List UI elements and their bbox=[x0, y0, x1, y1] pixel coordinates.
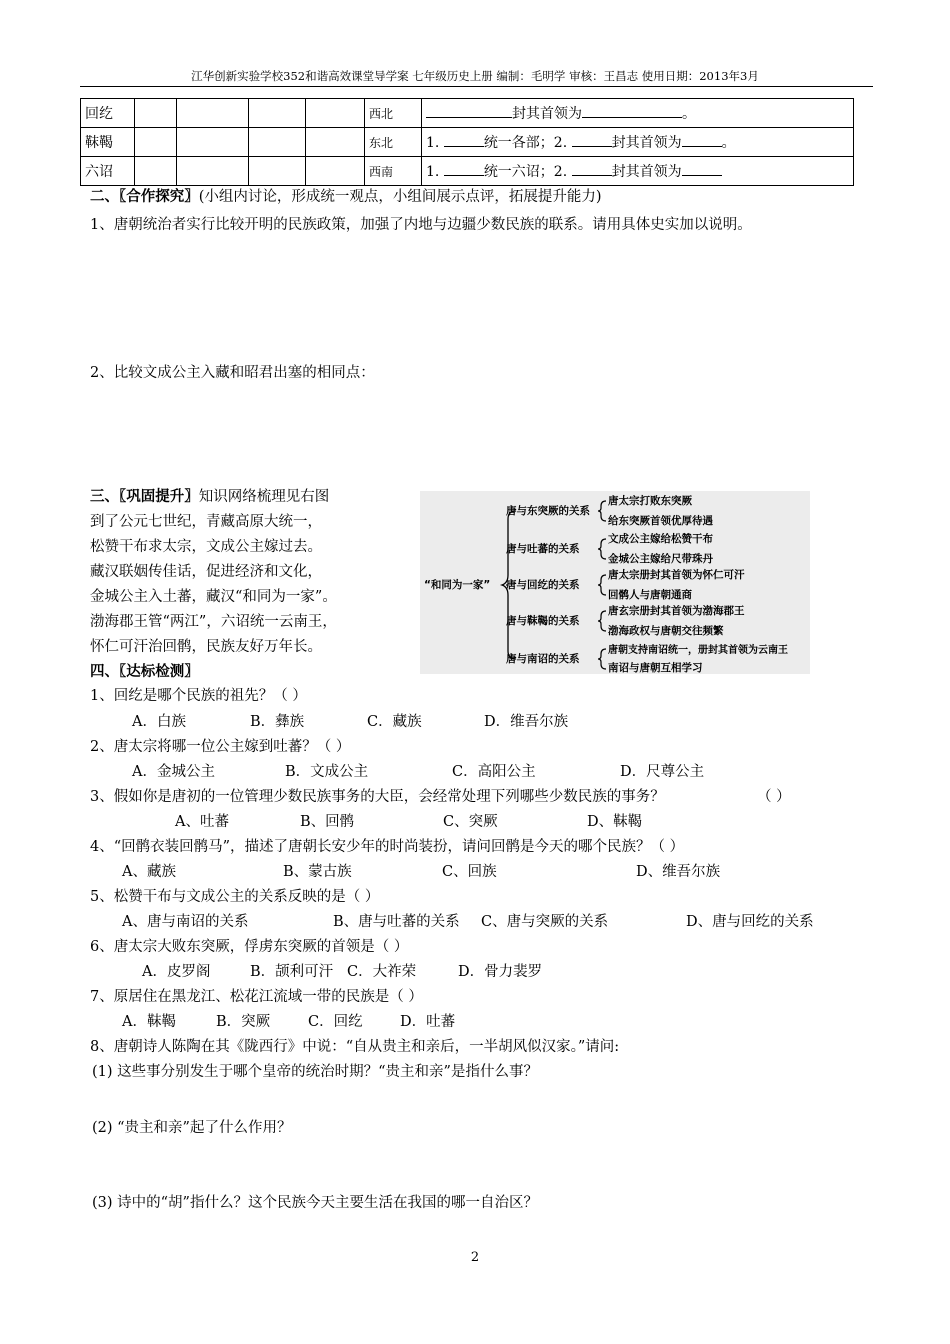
diagram-leaf: 渤海政权与唐朝交往频繁 bbox=[608, 625, 724, 637]
question-3: 3、假如你是唐初的一位管理少数民族事务的大臣，会经常处理下列哪些少数民族的事务？ bbox=[90, 789, 665, 805]
poem-line: 金城公主入土蕃，藏汉“和同为一家”。 bbox=[90, 589, 337, 605]
poem-line: 松赞干布求太宗，文成公主嫁过去。 bbox=[90, 539, 322, 555]
poem-line: 藏汉联姻传佳话，促进经济和文化， bbox=[90, 564, 322, 580]
question-8-sub: (2) “贵主和亲”起了什么作用？ bbox=[92, 1120, 292, 1136]
poem-line: 渤海郡王管“两江”，六诏统一云南王， bbox=[90, 614, 337, 630]
question-8-sub: (1) 这些事分别发生于哪个皇帝的统治时期？“贵主和亲”是指什么事？ bbox=[92, 1064, 538, 1080]
diagram-leaf: 唐玄宗册封其首领为渤海郡王 bbox=[608, 605, 745, 617]
option-d[interactable]: D、唐与回纥的关系 bbox=[686, 914, 814, 930]
option-c[interactable]: C．藏族 bbox=[367, 714, 422, 730]
section3-heading: 三、〖巩固提升〗知识网络梳理见右图 bbox=[90, 488, 330, 505]
diagram-leaf: 南诏与唐朝互相学习 bbox=[608, 662, 703, 674]
option-d[interactable]: D．尺尊公主 bbox=[620, 764, 705, 780]
fill-blank[interactable] bbox=[444, 132, 484, 147]
question-2: 2、唐太宗将哪一位公主嫁到吐蕃？（ ） bbox=[90, 739, 351, 755]
diagram-leaf: 唐太宗册封其首领为怀仁可汗 bbox=[608, 569, 745, 581]
option-c[interactable]: C、回族 bbox=[442, 864, 497, 880]
fill-blank[interactable] bbox=[582, 103, 682, 118]
option-a[interactable]: A、藏族 bbox=[122, 864, 176, 880]
option-c[interactable]: C、唐与突厥的关系 bbox=[481, 914, 609, 930]
fill-blank[interactable] bbox=[682, 161, 722, 176]
page-number: 2 bbox=[470, 1250, 480, 1265]
question-8: 8、唐朝诗人陈陶在其《陇西行》中说：“自从贵主和亲后，一半胡风似汉家。”请问: bbox=[90, 1039, 620, 1055]
option-d[interactable]: D．维吾尔族 bbox=[484, 714, 569, 730]
diagram-branch: 唐与南诏的关系 bbox=[506, 653, 580, 665]
question-8-sub: (3) 诗中的“胡”指什么？这个民族今天主要生活在我国的哪一自治区？ bbox=[92, 1195, 538, 1211]
table-row bbox=[81, 128, 854, 157]
option-a[interactable]: A、唐与南诏的关系 bbox=[122, 914, 249, 930]
option-c[interactable]: C、突厥 bbox=[443, 814, 498, 830]
ethnic-table bbox=[80, 98, 854, 186]
table-cell-fill: 封其首领为 。 bbox=[422, 99, 854, 128]
fill-blank[interactable] bbox=[426, 103, 512, 118]
diagram-branch: 唐与东突厥的关系 bbox=[506, 505, 590, 517]
option-d[interactable]: D．骨力裴罗 bbox=[458, 964, 543, 980]
question-4: 4、“回鹘衣装回鹘马”，描述了唐朝长安少年的时尚装扮，请问回鹘是今天的哪个民族？（ ） bbox=[90, 839, 685, 855]
header-rule bbox=[80, 86, 873, 87]
option-a[interactable]: A．皮罗阁 bbox=[142, 964, 211, 980]
option-b[interactable]: B、回鹘 bbox=[300, 814, 355, 830]
table-cell-fill: 1. 统一各部；2. 封其首领为 。 bbox=[422, 128, 854, 157]
option-a[interactable]: A．金城公主 bbox=[132, 764, 215, 780]
fill-blank[interactable] bbox=[682, 132, 722, 147]
section4-heading: 四、〖达标检测〗 bbox=[90, 663, 199, 680]
option-c[interactable]: C．大祚荣 bbox=[347, 964, 417, 980]
table-row bbox=[81, 99, 854, 128]
option-b[interactable]: B．文成公主 bbox=[285, 764, 369, 780]
diagram-leaf: 文成公主嫁给松赞干布 bbox=[608, 533, 713, 545]
question-3-answer-blank[interactable]: （ ） bbox=[757, 789, 791, 805]
question-1: 1、回纥是哪个民族的祖先？（ ） bbox=[90, 688, 307, 704]
table-cell-name: 六诏 bbox=[81, 157, 135, 186]
option-b[interactable]: B．突厥 bbox=[216, 1014, 271, 1030]
section2-heading: 二、〖合作探究〗(小组内讨论，形成统一观点，小组间展示点评，拓展提升能力) bbox=[90, 188, 602, 205]
diagram-root: “和同为一家” bbox=[424, 579, 491, 591]
diagram-leaf: 唐朝支持南诏统一，册封其首领为云南王 bbox=[608, 645, 788, 656]
option-a[interactable]: A．白族 bbox=[132, 714, 186, 730]
question-5: 5、松赞干布与文成公主的关系反映的是（ ） bbox=[90, 889, 380, 905]
table-cell-name: 回纥 bbox=[81, 99, 135, 128]
option-a[interactable]: A．靺鞨 bbox=[122, 1014, 176, 1030]
option-c[interactable]: C．回纥 bbox=[308, 1014, 363, 1030]
option-a[interactable]: A、吐蕃 bbox=[175, 814, 229, 830]
section2-question-1: 1、唐朝统治者实行比较开明的民族政策，加强了内地与边疆少数民族的联系。请用具体史实加以说明。 bbox=[90, 217, 752, 233]
option-c[interactable]: C．高阳公主 bbox=[452, 764, 536, 780]
diagram-branch: 唐与吐蕃的关系 bbox=[506, 543, 580, 555]
poem-line: 怀仁可汗治回鹘，民族友好万年长。 bbox=[90, 639, 322, 655]
table-cell-region: 东北 bbox=[365, 128, 422, 157]
section2-question-2: 2、比较文成公主入藏和昭君出塞的相同点： bbox=[90, 365, 375, 381]
table-cell-name: 靺鞨 bbox=[81, 128, 135, 157]
table-cell-region: 西南 bbox=[365, 157, 422, 186]
fill-blank[interactable] bbox=[444, 161, 484, 176]
table-cell-region: 西北 bbox=[365, 99, 422, 128]
option-d[interactable]: D、靺鞨 bbox=[587, 814, 643, 830]
diagram-leaf: 金城公主嫁给尺带珠丹 bbox=[608, 553, 713, 565]
poem-line: 到了公元七世纪，青藏高原大统一， bbox=[90, 514, 322, 530]
fill-blank[interactable] bbox=[572, 161, 612, 176]
diagram-leaf: 唐太宗打败东突厥 bbox=[608, 495, 692, 507]
option-d[interactable]: D、维吾尔族 bbox=[636, 864, 721, 880]
option-b[interactable]: B．颉利可汗 bbox=[250, 964, 334, 980]
diagram-branch: 唐与靺鞨的关系 bbox=[506, 615, 580, 627]
table-cell-fill: 1. 统一六诏；2. 封其首领为 bbox=[422, 157, 854, 186]
diagram-leaf: 给东突厥首领优厚待遇 bbox=[608, 515, 713, 527]
page-header: 江华创新实验学校352和谐高效课堂导学案 七年级历史上册 编制：毛明学 审核：王昌志 使用日期：2013年3月 bbox=[191, 69, 759, 83]
table-row bbox=[81, 157, 854, 186]
option-b[interactable]: B、蒙古族 bbox=[283, 864, 352, 880]
knowledge-network-diagram bbox=[420, 491, 810, 674]
fill-blank[interactable] bbox=[572, 132, 612, 147]
option-b[interactable]: B、唐与吐蕃的关系 bbox=[333, 914, 460, 930]
diagram-leaf: 回鹘人与唐朝通商 bbox=[608, 589, 692, 601]
option-d[interactable]: D．吐蕃 bbox=[400, 1014, 456, 1030]
question-7: 7、原居住在黑龙江、松花江流域一带的民族是（ ） bbox=[90, 989, 423, 1005]
question-6: 6、唐太宗大败东突厥，俘虏东突厥的首领是（ ） bbox=[90, 939, 409, 955]
diagram-branch: 唐与回纥的关系 bbox=[506, 579, 580, 591]
option-b[interactable]: B．彝族 bbox=[250, 714, 305, 730]
